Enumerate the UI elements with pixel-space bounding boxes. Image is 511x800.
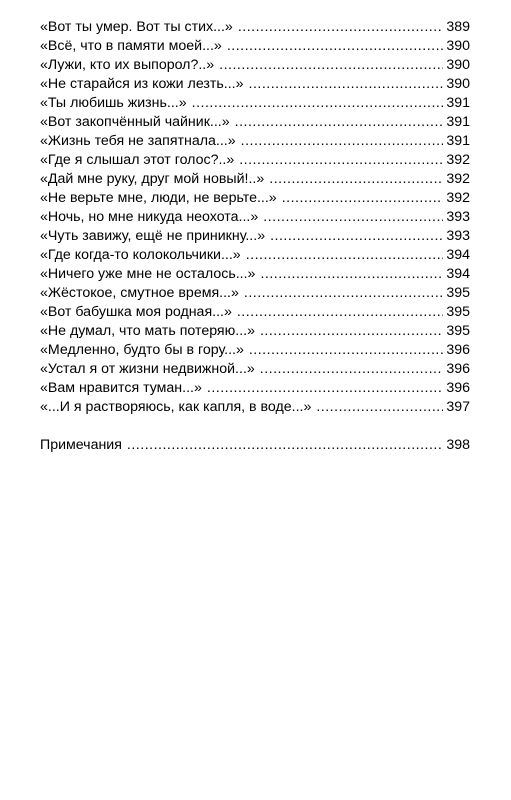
dot-leader xyxy=(249,341,443,360)
toc-entry-page: 390 xyxy=(446,76,470,92)
dot-leader xyxy=(282,189,444,208)
toc-notes-page: 398 xyxy=(446,437,470,453)
toc-entry-page: 390 xyxy=(446,38,470,54)
toc-entry-page: 396 xyxy=(446,380,470,396)
toc-entry xyxy=(40,265,470,284)
toc-entry-title: «Не думал, что мать потеряю...» xyxy=(40,323,255,339)
toc-entry xyxy=(40,284,470,303)
toc-entry xyxy=(40,75,470,94)
toc-entry-page: 392 xyxy=(446,152,470,168)
dot-leader xyxy=(239,151,443,170)
toc-entry xyxy=(40,379,470,398)
dot-leader xyxy=(235,113,444,132)
toc-entry xyxy=(40,208,470,227)
toc-entry-title: «Чуть завижу, ещё не приникну...» xyxy=(40,228,266,244)
toc-entry-title: «Ночь, но мне никуда неохота...» xyxy=(40,209,259,225)
toc-entry-page: 393 xyxy=(446,228,470,244)
dot-leader xyxy=(127,436,443,455)
dot-leader xyxy=(246,246,444,265)
toc-entry xyxy=(40,18,470,37)
toc-entry-title: «Жизнь тебя не запятнала...» xyxy=(40,133,236,149)
table-of-contents xyxy=(40,18,470,455)
toc-entry-page: 394 xyxy=(446,266,470,282)
toc-entry-title: «Вот закопчённый чайник...» xyxy=(40,114,230,130)
toc-entry-title: «Не старайся из кожи лезть...» xyxy=(40,76,244,92)
dot-leader xyxy=(316,398,443,417)
dot-leader xyxy=(192,94,444,113)
dot-leader xyxy=(241,132,444,151)
toc-list xyxy=(40,18,470,455)
dot-leader xyxy=(263,208,443,227)
toc-entry-page: 391 xyxy=(446,95,470,111)
toc-entry-page: 391 xyxy=(446,133,470,149)
toc-entry-title: «Вот бабушка моя родная...» xyxy=(40,304,232,320)
toc-entry xyxy=(40,37,470,56)
toc-entry xyxy=(40,341,470,360)
toc-entry-title: «Всё, что в памяти моей...» xyxy=(40,38,222,54)
dot-leader xyxy=(249,75,444,94)
toc-entry-page: 397 xyxy=(446,399,470,415)
toc-entry-page: 395 xyxy=(446,285,470,301)
dot-leader xyxy=(270,227,443,246)
toc-entry-page: 395 xyxy=(446,304,470,320)
toc-spacer xyxy=(40,417,470,436)
toc-entry xyxy=(40,303,470,322)
dot-leader xyxy=(207,379,443,398)
toc-entry-title: «Ничего уже мне не осталось...» xyxy=(40,266,256,282)
toc-entry xyxy=(40,227,470,246)
toc-entry-title: «Жёстокое, смутное время...» xyxy=(40,285,239,301)
toc-entry xyxy=(40,360,470,379)
dot-leader xyxy=(238,18,444,37)
toc-entry xyxy=(40,170,470,189)
toc-entry-page: 391 xyxy=(446,114,470,130)
toc-entry-page: 392 xyxy=(446,171,470,187)
toc-entry-title: «Ты любишь жизнь...» xyxy=(40,95,187,111)
toc-entry xyxy=(40,322,470,341)
dot-leader xyxy=(227,37,444,56)
toc-entry-title: «Лужи, кто их выпорол?..» xyxy=(40,57,215,73)
dot-leader xyxy=(269,170,443,189)
toc-entry-title: «Вам нравится туман...» xyxy=(40,380,202,396)
dot-leader xyxy=(244,284,443,303)
toc-entry xyxy=(40,398,470,417)
toc-entry xyxy=(40,189,470,208)
toc-entry xyxy=(40,132,470,151)
toc-entry-title: «Дай мне руку, друг мой новый!..» xyxy=(40,171,265,187)
toc-entry-title: «Медленно, будто бы в гору...» xyxy=(40,342,244,358)
toc-entry-title: «...И я растворяюсь, как капля, в воде...» xyxy=(40,399,312,415)
toc-entry-page: 396 xyxy=(446,361,470,377)
toc-notes-title: Примечания xyxy=(40,437,122,453)
toc-entry-notes xyxy=(40,436,470,455)
toc-entry-title: «Устал я от жизни недвижной...» xyxy=(40,361,255,377)
toc-entry-page: 396 xyxy=(446,342,470,358)
toc-entry-page: 393 xyxy=(446,209,470,225)
toc-entry xyxy=(40,151,470,170)
toc-entry-page: 394 xyxy=(446,247,470,263)
toc-entry-page: 392 xyxy=(446,190,470,206)
toc-entry-title: «Где когда-то колокольчики...» xyxy=(40,247,241,263)
dot-leader xyxy=(260,360,444,379)
toc-entry xyxy=(40,94,470,113)
toc-entry xyxy=(40,56,470,75)
dot-leader xyxy=(260,322,443,341)
toc-entry-title: «Не верьте мне, люди, не верьте...» xyxy=(40,190,277,206)
toc-entry-page: 395 xyxy=(446,323,470,339)
toc-entry-page: 390 xyxy=(446,57,470,73)
dot-leader xyxy=(219,56,443,75)
dot-leader xyxy=(260,265,443,284)
toc-entry-page: 389 xyxy=(446,19,470,35)
toc-entry xyxy=(40,246,470,265)
toc-entry xyxy=(40,113,470,132)
toc-entry-title: «Вот ты умер. Вот ты стих...» xyxy=(40,19,233,35)
dot-leader xyxy=(237,303,443,322)
toc-entry-title: «Где я слышал этот голос?..» xyxy=(40,152,235,168)
